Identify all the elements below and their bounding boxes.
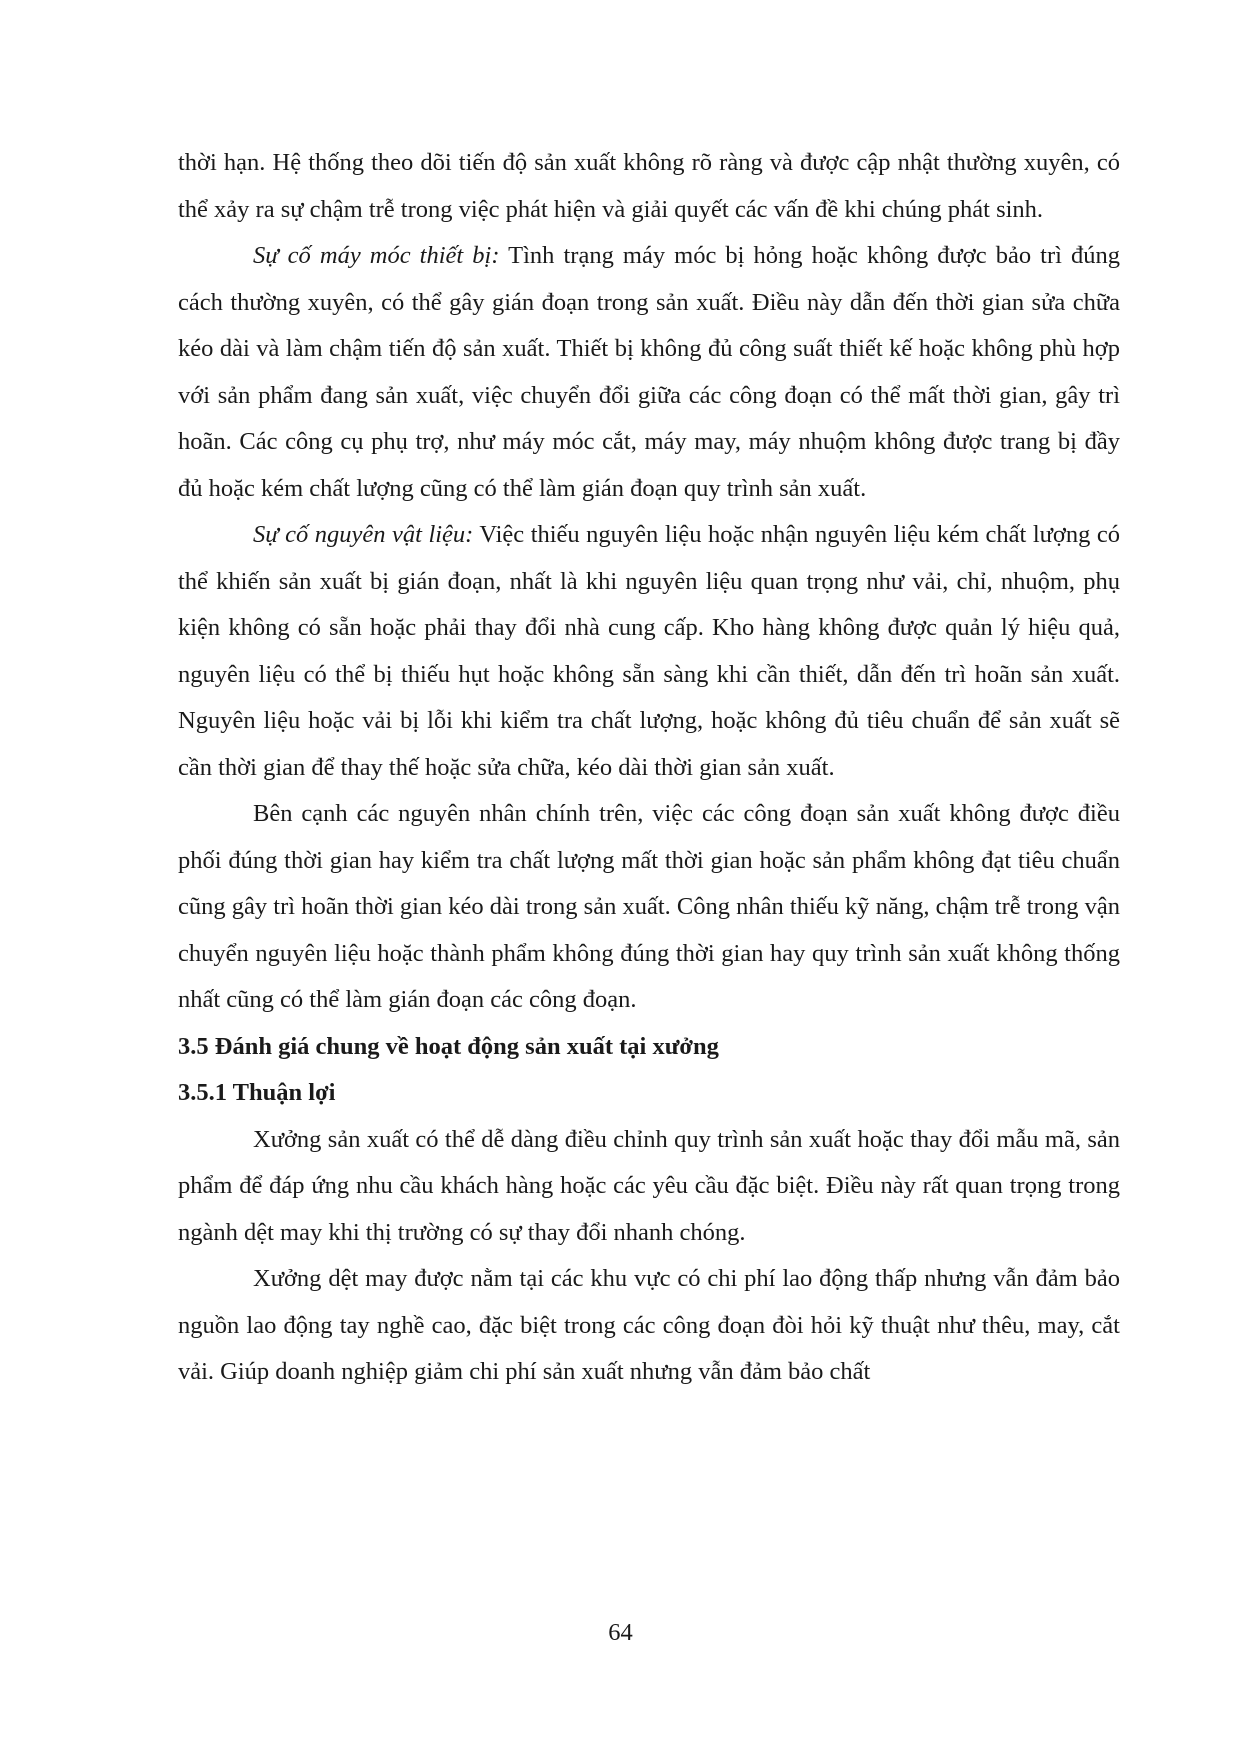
paragraph-text: Việc thiếu nguyên liệu hoặc nhận nguyên liệu kém chất lượng có thể khiến sản xuất bị gián đoạn, nhất là khi nguyên liệu quan trọng như vải, chỉ, nhuộm, phụ kiện không có sẵn hoặc phải thay đổi nhà cung cấp. Kho hàng không được quản lý hiệu quả, nguyên liệu có thể bị thiếu hụt hoặc không sẵn sàng khi cần thiết, dẫn đến trì hoãn sản xuất. Nguyên liệu hoặc vải bị lỗi khi kiểm tra chất lượng, hoặc không đủ tiêu chuẩn để sản xuất sẽ cần thời gian để thay thế hoặc sửa chữa, kéo dài thời gian sản xuất. [178,521,1120,781]
paragraph-text: Bên cạnh các nguyên nhân chính trên, việc các công đoạn sản xuất không được điều phối đúng thời gian hay kiểm tra chất lượng mất thời gian hoặc sản phẩm không đạt tiêu chuẩn cũng gây trì hoãn thời gian kéo dài trong sản xuất. Công nhân thiếu kỹ năng, chậm trễ trong vận chuyển nguyên liệu hoặc thành phẩm không đúng thời gian hay quy trình sản xuất không thống nhất cũng có thể làm gián đoạn các công đoạn. [178,800,1120,1013]
paragraph-material-issues [178,512,1120,791]
document-page [178,140,1120,1396]
paragraph-continuation [178,140,1120,233]
subsection-heading: 3.5.1 Thuận lợi [178,1079,336,1106]
paragraph-lead-italic: Sự cố nguyên vật liệu: [253,521,474,548]
paragraph-text: Xưởng dệt may được nằm tại các khu vực có chi phí lao động thấp nhưng vẫn đảm bảo nguồn lao động tay nghề cao, đặc biệt trong các công đoạn đòi hỏi kỹ thuật như thêu, may, cắt vải. Giúp doanh nghiệp giảm chi phí sản xuất nhưng vẫn đảm bảo chất [178,1265,1120,1385]
paragraph-advantage-flexibility [178,1117,1120,1257]
paragraph-advantage-labor [178,1256,1120,1396]
page-number: 64 [608,1619,633,1646]
paragraph-lead-italic: Sự cố máy móc thiết bị: [253,242,500,269]
paragraph-equipment-issues [178,233,1120,512]
paragraph-text: Xưởng sản xuất có thể dễ dàng điều chỉnh quy trình sản xuất hoặc thay đổi mẫu mã, sản phẩm để đáp ứng nhu cầu khách hàng hoặc các yêu cầu đặc biệt. Điều này rất quan trọng trong ngành dệt may khi thị trường có sự thay đổi nhanh chóng. [178,1125,1120,1246]
section-heading: 3.5 Đánh giá chung về hoạt động sản xuất tại xưởng [178,1032,719,1060]
paragraph-text: thời hạn. Hệ thống theo dõi tiến độ sản xuất không rõ ràng và được cập nhật thường xuyên, có thể xảy ra sự chậm trễ trong việc phát hiện và giải quyết các vấn đề khi chúng phát sinh. [178,149,1120,223]
paragraph-text: Tình trạng máy móc bị hỏng hoặc không được bảo trì đúng cách thường xuyên, có thể gây gián đoạn trong sản xuất. Điều này dẫn đến thời gian sửa chữa kéo dài và làm chậm tiến độ sản xuất. Thiết bị không đủ công suất thiết kế hoặc không phù hợp với sản phẩm đang sản xuất, việc chuyển đổi giữa các công đoạn có thể mất thời gian, gây trì hoãn. Các công cụ phụ trợ, như máy móc cắt, máy may, máy nhuộm không được trang bị đầy đủ hoặc kém chất lượng cũng có thể làm gián đoạn quy trình sản xuất. [178,242,1121,502]
paragraph-other-causes [178,791,1120,1024]
